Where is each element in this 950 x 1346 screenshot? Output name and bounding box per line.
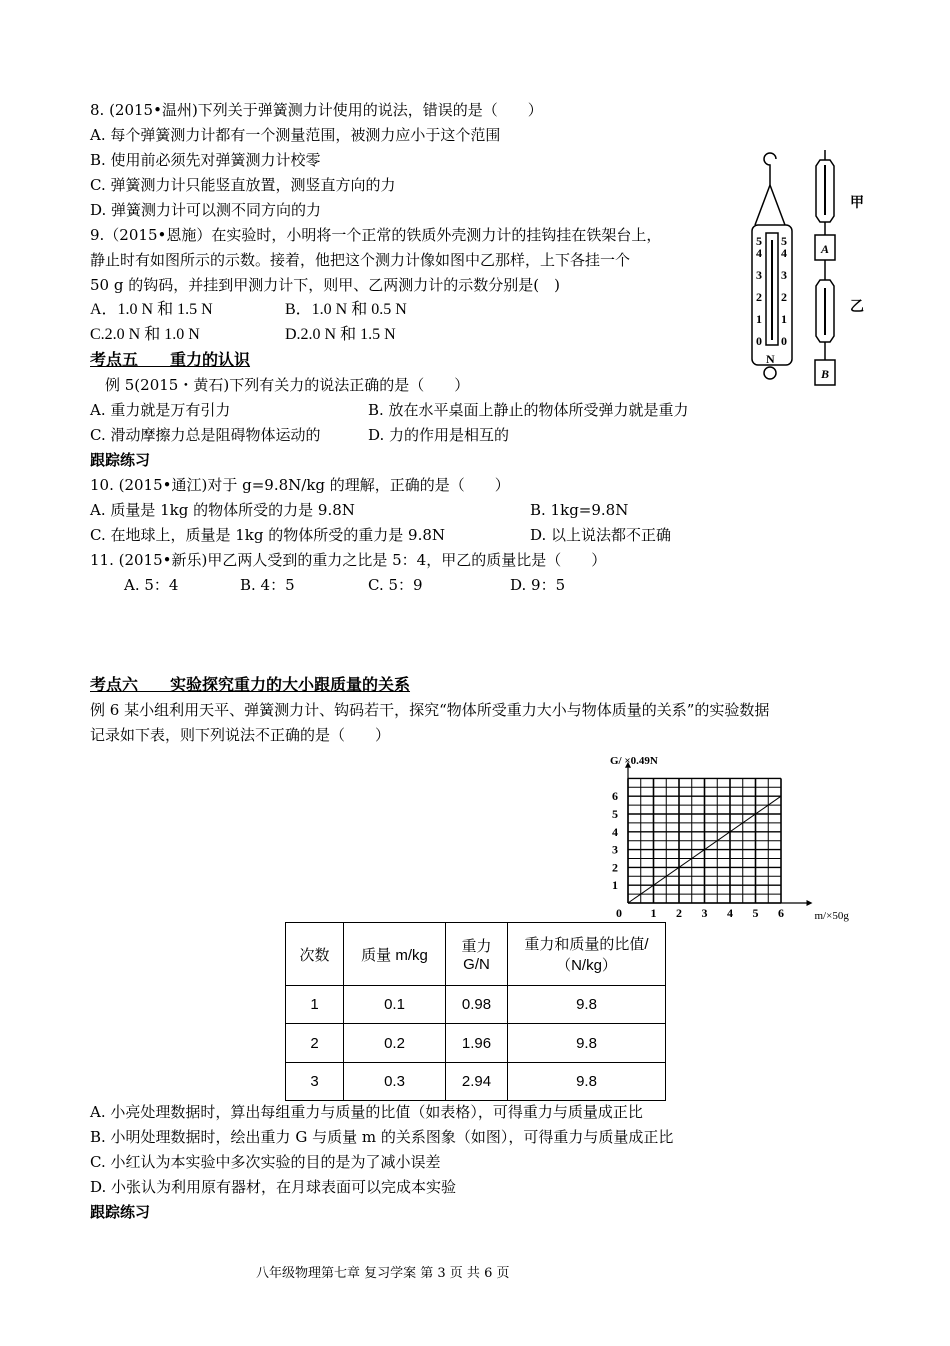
- example-6-stem-1: 例 6 某小组利用天平、弹簧测力计、钩码若干，探究“物体所受重力大小与物体质量的关系”的实验数据: [90, 701, 770, 719]
- header-count: 次数: [286, 923, 344, 986]
- example-6-stem-2: 记录如下表，则下列说法不正确的是（ ）: [90, 726, 391, 744]
- q10-option-c: C. 在地球上，质量是 1kg 的物体所受的重力是 9.8N: [90, 526, 445, 544]
- q9-stem-1: 9.（2015•恩施）在实验时，小明将一个正常的铁质外壳测力计的挂钩挂在铁架台上，: [90, 226, 662, 244]
- page-footer: 八年级物理第七章 复习学案 第 3 页 共 6 页: [256, 1266, 510, 1281]
- ex5-option-a: A. 重力就是万有引力: [90, 401, 231, 419]
- table-row: 1 0.1 0.98 9.8: [286, 986, 666, 1024]
- q8-stem: 8. (2015•温州)下列关于弹簧测力计使用的说法，错误的是（ ）: [90, 101, 543, 119]
- svg-text:5: 5: [781, 234, 787, 248]
- y-tick-label: 1: [612, 878, 618, 893]
- x-tick-label: 1: [650, 906, 657, 920]
- svg-text:5: 5: [756, 234, 762, 248]
- table-row: 2 0.2 1.96 9.8: [286, 1024, 666, 1063]
- section-5-title: 考点五 重力的认识: [90, 350, 251, 369]
- q9-stem-3: 50 g 的钩码，并挂到甲测力计下，则甲、乙两测力计的示数分别是( ): [90, 276, 560, 294]
- q8-option-a: A. 每个弹簧测力计都有一个测量范围，被测力应小于这个范围: [90, 126, 501, 144]
- ex5-option-b: B. 放在水平桌面上静止的物体所受弹力就是重力: [368, 401, 689, 419]
- block-b-label: B: [821, 367, 830, 381]
- q10-option-a: A. 质量是 1kg 的物体所受的力是 9.8N: [90, 501, 355, 519]
- svg-text:4: 4: [756, 246, 762, 260]
- ex6-option-b: B. 小明处理数据时，绘出重力 G 与质量 m 的关系图象（如图），可得重力与质量成正比: [90, 1128, 674, 1146]
- q9-option-d: D.2.0 N 和 1.5 N: [285, 326, 396, 343]
- svg-text:0: 0: [781, 334, 787, 348]
- scale-left: [756, 234, 762, 348]
- spring-scale-figure: [740, 145, 870, 390]
- header-weight: 重力 G/N: [446, 923, 508, 986]
- ex5-option-d: D. 力的作用是相互的: [368, 426, 510, 444]
- y-tick-label: 4: [612, 824, 618, 839]
- svg-text:0: 0: [756, 334, 762, 348]
- q11-stem: 11. (2015•新乐)甲乙两人受到的重力之比是 5：4，甲乙的质量比是（ ）: [90, 551, 607, 569]
- x-tick-label: 6: [778, 906, 784, 920]
- x-axis-arrow: [807, 900, 813, 906]
- ex6-option-c: C. 小红认为本实验中多次实验的目的是为了减小误差: [90, 1153, 441, 1171]
- q8-option-c: C. 弹簧测力计只能竖直放置，测竖直方向的力: [90, 176, 396, 194]
- svg-text:4: 4: [781, 246, 787, 260]
- practice-heading: 跟踪练习: [90, 451, 151, 469]
- scale-right: [781, 234, 787, 348]
- q9-option-a: A．1.0 N 和 1.5 N: [90, 301, 213, 318]
- y-axis-label: G/ ×0.49N: [610, 755, 658, 767]
- y-tick-label: 6: [612, 789, 618, 804]
- q8-option-b: B. 使用前必须先对弹簧测力计校零: [90, 151, 321, 169]
- q10-option-d: D. 以上说法都不正确: [530, 526, 672, 544]
- svg-text:1: 1: [781, 312, 787, 326]
- example-5-stem: 例 5(2015・黄石)下列有关力的说法正确的是（ ）: [90, 376, 470, 394]
- origin-label: 0: [616, 906, 622, 920]
- x-tick-label: 4: [727, 906, 733, 920]
- header-ratio: 重力和质量的比值/ （N/kg）: [508, 923, 666, 986]
- header-mass: 质量 m/kg: [344, 923, 446, 986]
- ex5-option-c: C. 滑动摩擦力总是阻碍物体运动的: [90, 426, 321, 444]
- x-axis-label: m/×50g: [814, 910, 849, 922]
- ex6-option-a: A. 小亮处理数据时，算出每组重力与质量的比值（如表格），可得重力与质量成正比: [90, 1103, 643, 1121]
- q9-option-c: C.2.0 N 和 1.0 N: [90, 326, 200, 343]
- x-tick-label: 3: [701, 906, 708, 920]
- svg-text:2: 2: [781, 290, 787, 304]
- practice-heading-2: 跟踪练习: [90, 1203, 151, 1221]
- q11-option-d: D. 9：5: [510, 576, 566, 594]
- q8-option-d: D. 弹簧测力计可以测不同方向的力: [90, 201, 322, 219]
- q11-option-a: A. 5：4: [124, 576, 179, 594]
- table-row: 3 0.3 2.94 9.8: [286, 1063, 666, 1101]
- x-tick-label: 2: [676, 906, 682, 920]
- label-yi: 乙: [850, 299, 864, 315]
- q11-option-b: B. 4：5: [240, 576, 295, 594]
- q9-option-b: B．1.0 N 和 0.5 N: [285, 301, 407, 318]
- unit-label: N: [766, 352, 775, 366]
- section-6-title: 考点六 实验探究重力的大小跟质量的关系: [90, 675, 411, 694]
- x-tick-label: 5: [752, 906, 759, 920]
- svg-text:1: 1: [756, 312, 762, 326]
- y-tick-label: 3: [612, 842, 618, 857]
- g-m-chart: [600, 750, 850, 925]
- y-tick-label: 5: [612, 807, 618, 821]
- label-jia: 甲: [850, 195, 864, 211]
- block-a-label: A: [821, 242, 830, 256]
- ex6-option-d: D. 小张认为利用原有器材，在月球表面可以完成本实验: [90, 1178, 457, 1196]
- q10-option-b: B. 1kg=9.8N: [530, 501, 629, 519]
- svg-text:3: 3: [756, 268, 762, 282]
- data-table: [285, 922, 666, 1101]
- q11-option-c: C. 5：9: [368, 576, 423, 594]
- q9-stem-2: 静止时有如图所示的示数。接着，他把这个测力计像如图中乙那样，上下各挂一个: [90, 251, 631, 269]
- y-tick-label: 2: [612, 860, 618, 875]
- svg-text:2: 2: [756, 290, 762, 304]
- svg-text:3: 3: [781, 268, 787, 282]
- q10-stem: 10. (2015•通江)对于 g=9.8N/kg 的理解，正确的是（ ）: [90, 476, 510, 494]
